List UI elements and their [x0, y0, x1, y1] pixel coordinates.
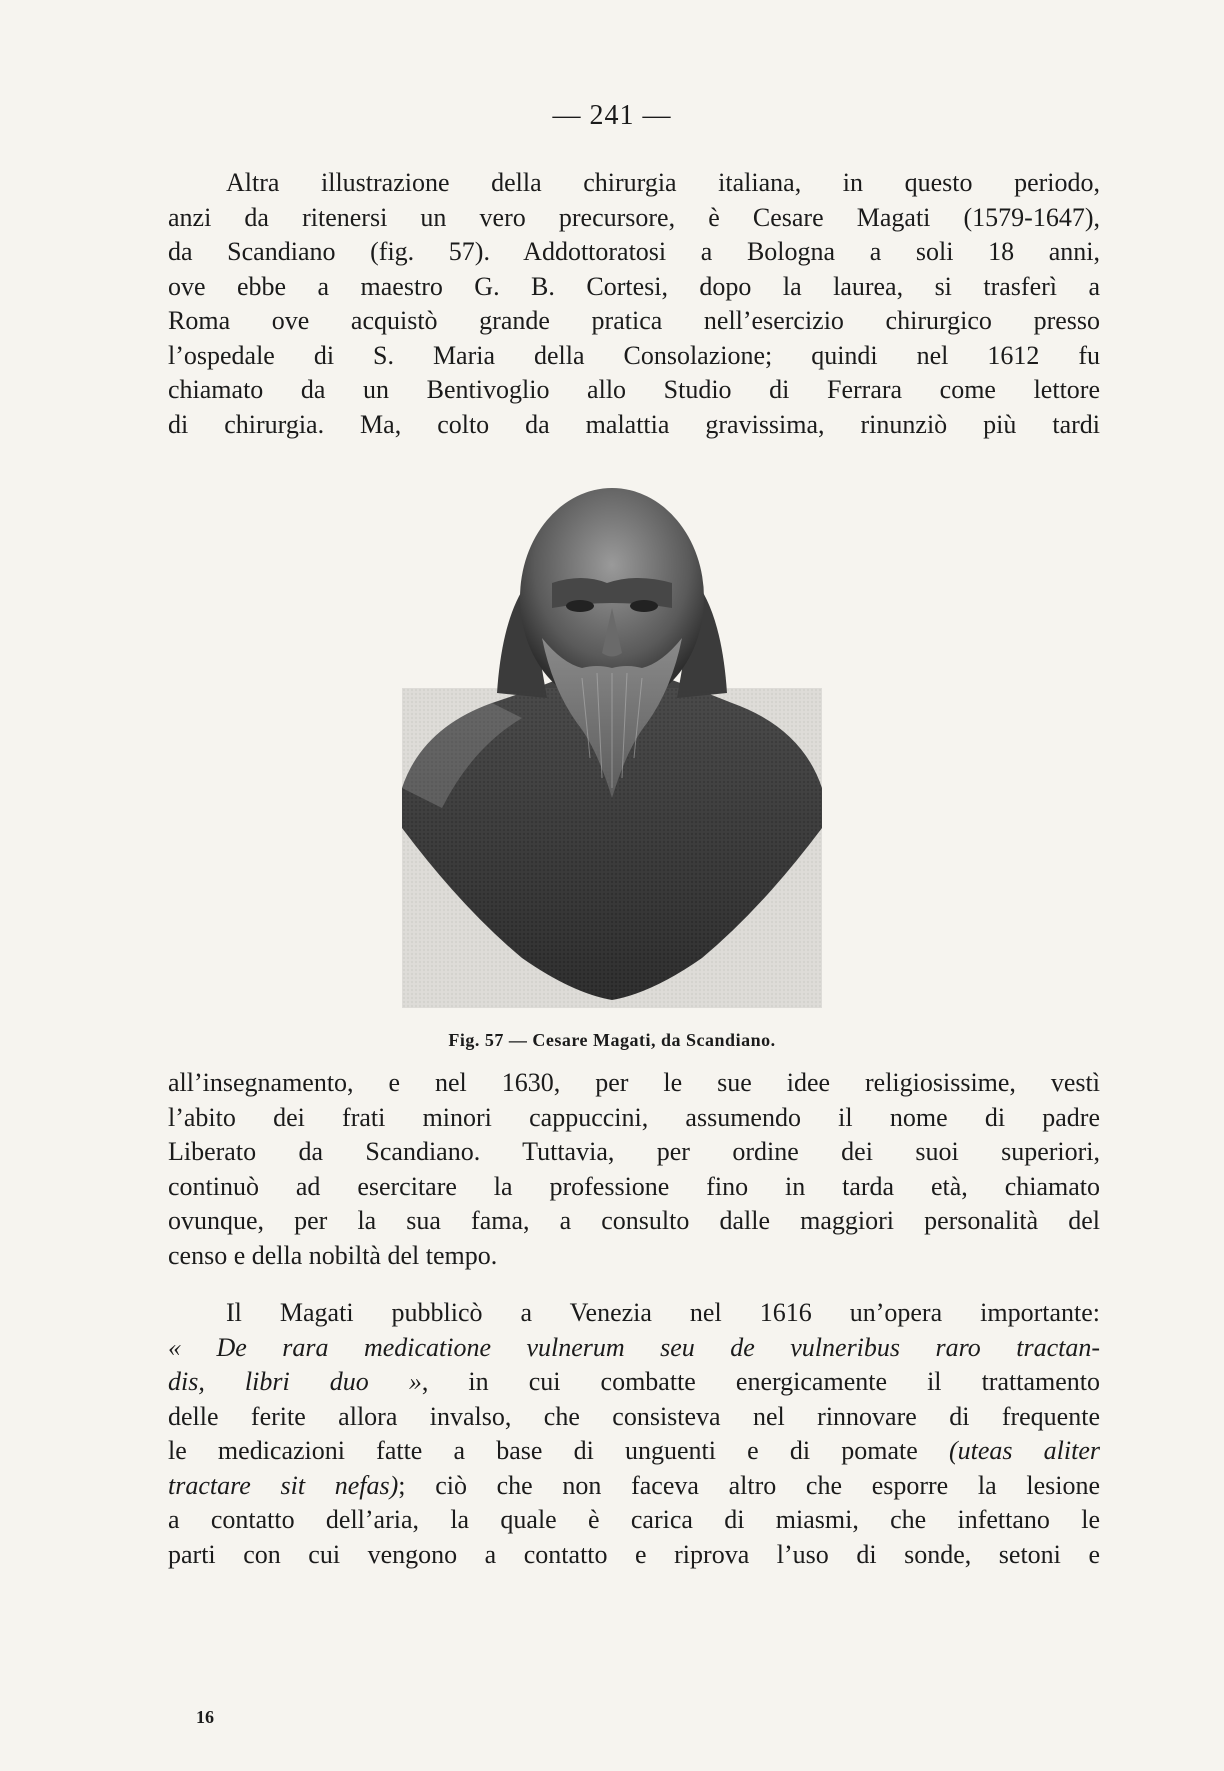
- text-line: di chirurgia. Ma, colto da malattia gravissima, rinunziò più tardi: [168, 409, 1100, 439]
- text-line: [168, 1365, 1100, 1400]
- text-line: ovunque, per la sua fama, a consulto dalle maggiori personalità del: [168, 1206, 1100, 1235]
- text-fragment: le medicazioni fatte a base di unguenti e di pomate: [168, 1436, 949, 1465]
- text-line: da Scandiano (fig. 57). Addottoratosi a Bologna a soli 18 anni,: [168, 237, 1100, 266]
- text-line: a contatto dell’aria, la quale è carica di miasmi, che infettano le: [168, 1505, 1100, 1534]
- text-line: censo e della nobiltà del tempo.: [168, 1240, 498, 1270]
- text-line: delle ferite allora invalso, che consisteva nel rinnovare di frequente: [168, 1401, 1100, 1431]
- paragraph-publication: [168, 1296, 1100, 1572]
- text-line: Roma ove acquistò grande pratica nell’esercizio chirurgico presso: [168, 306, 1100, 335]
- bust-portrait-image: [402, 488, 822, 1008]
- text-line: Altra illustrazione della chirurgia italiana, in questo periodo,: [226, 168, 1100, 197]
- text-line: l’ospedale di S. Maria della Consolazione; quindi nel 1612 fu: [168, 340, 1100, 370]
- book-title-italic: dis, libri duo »: [168, 1367, 422, 1396]
- figure-caption: Fig. 57 — Cesare Magati, da Scandiano.: [448, 1030, 776, 1050]
- text-line: [168, 1434, 1100, 1469]
- text-line: continuò ad esercitare la professione fino in tarda età, chiamato: [168, 1171, 1100, 1201]
- text-line: ove ebbe a maestro G. B. Cortesi, dopo la laurea, si trasferì a: [168, 271, 1100, 301]
- latin-quote-italic: tractare sit nefas): [168, 1470, 399, 1500]
- text-line: chiamato da un Bentivoglio allo Studio di Ferrara come lettore: [168, 375, 1100, 404]
- text-line: Liberato da Scandiano. Tuttavia, per ordine dei suoi superiori,: [168, 1137, 1100, 1166]
- text-line: l’abito dei frati minori cappuccini, assumendo il nome di padre: [168, 1102, 1100, 1132]
- latin-quote-italic: (uteas aliter: [948, 1436, 1100, 1465]
- text-line: parti con cui vengono a contatto e riprova l’uso di sonde, setoni e: [168, 1539, 1100, 1569]
- book-title-italic: « De rara medicatione vulnerum seu de vulneribus raro tractan-: [168, 1332, 1100, 1362]
- text-line: [168, 1469, 1100, 1504]
- paragraph-intro: [168, 166, 1100, 442]
- page-number: — 241 —: [552, 100, 672, 131]
- text-line: Il Magati pubblicò a Venezia nel 1616 un’opera importante:: [226, 1298, 1100, 1327]
- text-line: [168, 1331, 1100, 1366]
- text-fragment: , in cui combatte energicamente il trattamento: [421, 1367, 1100, 1396]
- text-fragment: ; ciò che non faceva altro che esporre la lesione: [398, 1470, 1100, 1500]
- signature-mark: 16: [196, 1707, 214, 1727]
- text-line: all’insegnamento, e nel 1630, per le sue idee religiosissime, vestì: [168, 1068, 1100, 1097]
- text-line: anzi da ritenersi un vero precursore, è Cesare Magati (1579-1647),: [168, 202, 1100, 232]
- paragraph-continued: [168, 1066, 1100, 1273]
